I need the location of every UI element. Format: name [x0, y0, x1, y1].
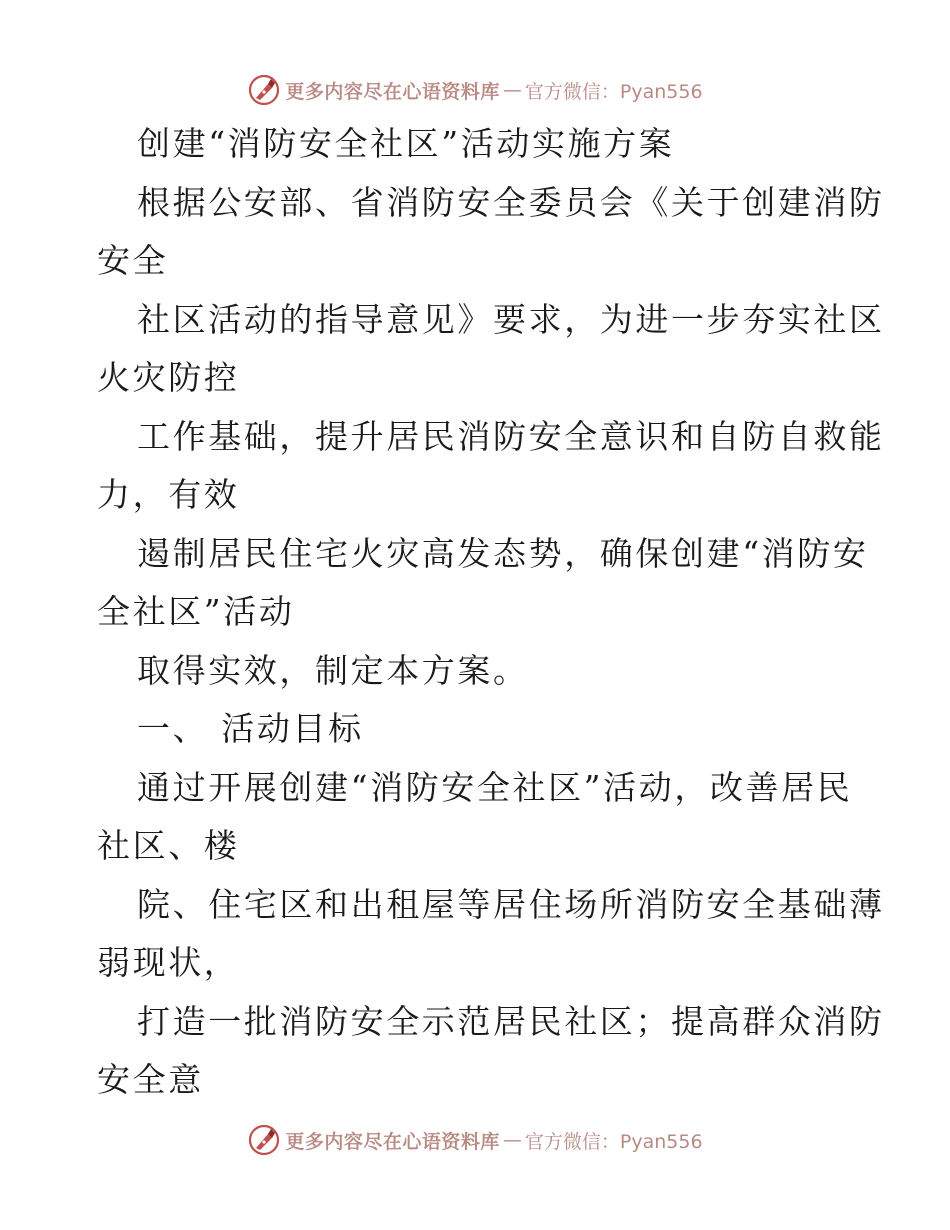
fountain-pen-logo-icon	[247, 73, 281, 107]
paragraph-line: 安全	[97, 241, 169, 280]
paragraph-line: 取得实效，制定本方案。	[137, 650, 529, 690]
paragraph-line: 打造一批消防安全示范居民社区；提高群众消防	[137, 1001, 885, 1041]
paragraph-line: 根据公安部、省消防安全委员会《关于创建消防	[137, 182, 885, 222]
section-heading: 一、 活动目标	[137, 709, 364, 748]
document-body	[97, 115, 885, 1110]
watermark-wechat-text: 官方微信：Pyan556	[524, 80, 703, 103]
watermark-brand-text: 更多内容尽在心语资料库	[285, 1130, 500, 1153]
paragraph-line: 院、住宅区和出租屋等居住场所消防安全基础薄	[137, 884, 885, 924]
paragraph-line: 工作基础，提升居民消防安全意识和自防自救能	[137, 416, 885, 456]
paragraph-line: 力，有效	[97, 475, 240, 514]
paragraph-line: 通过开展创建“消防安全社区”活动，改善居民	[137, 767, 853, 807]
watermark-brand-text: 更多内容尽在心语资料库	[285, 80, 500, 103]
paragraph-line: 安全意	[97, 1060, 204, 1099]
fountain-pen-logo-icon	[247, 1123, 281, 1157]
watermark-separator: —	[502, 79, 522, 101]
paragraph-line: 弱现状，	[97, 943, 240, 982]
paragraph-line: 遏制居民住宅火灾高发态势，确保创建“消防安	[137, 533, 869, 573]
watermark-separator: —	[502, 1129, 522, 1151]
paragraph-line: 火灾防控	[97, 358, 240, 397]
watermark-wechat-text: 官方微信：Pyan556	[524, 1130, 703, 1153]
paragraph-line: 全社区”活动	[97, 592, 295, 631]
paragraph-line: 社区、楼	[97, 826, 240, 865]
paragraph-line: 社区活动的指导意见》要求，为进一步夯实社区	[137, 299, 885, 339]
footer-watermark	[0, 1120, 950, 1160]
document-title: 创建“消防安全社区”活动实施方案	[137, 124, 675, 163]
header-watermark	[0, 70, 950, 110]
